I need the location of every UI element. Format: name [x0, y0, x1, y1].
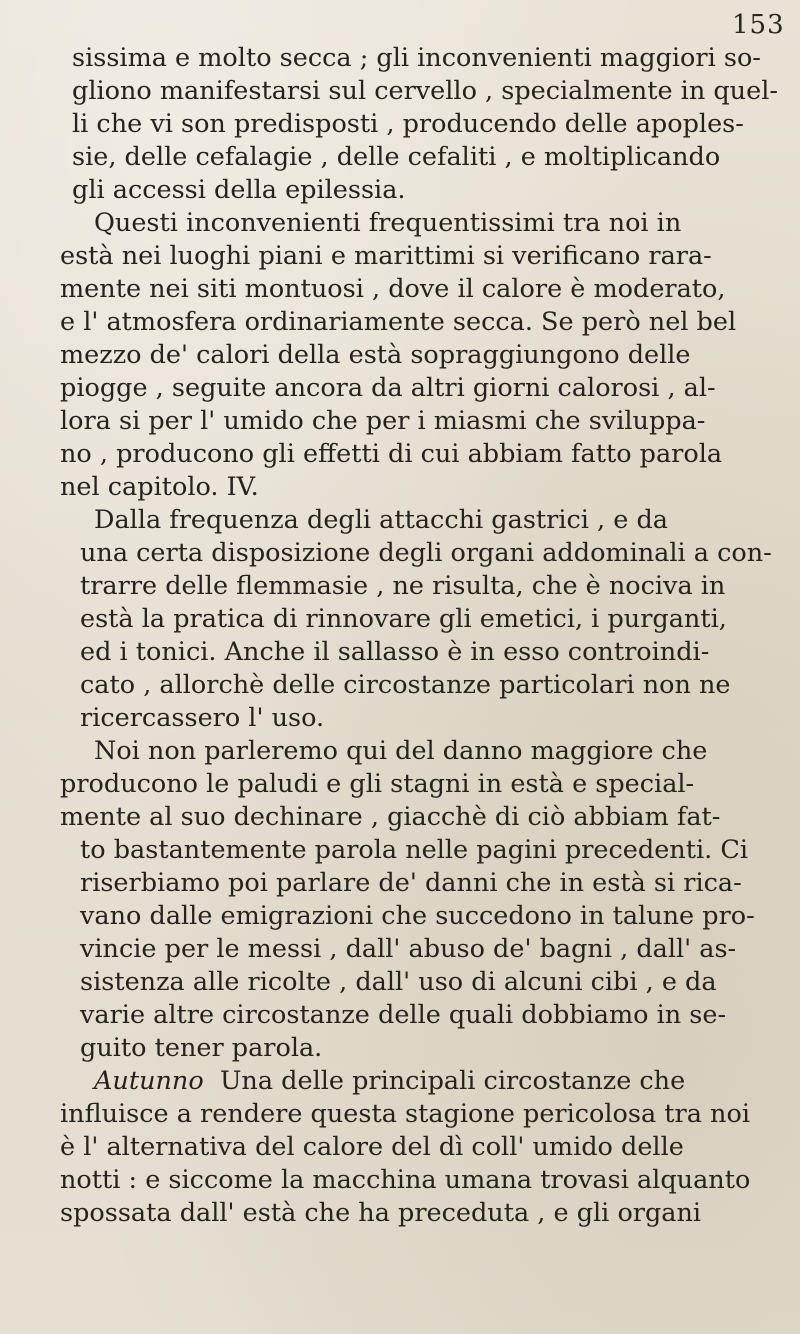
text-line: sissima e molto secca ; gli inconvenienti maggiori so-	[72, 43, 761, 73]
text-line: està la pratica di rinnovare gli emetici, i purganti,	[80, 604, 727, 634]
text-line: sistenza alle ricolte , dall' uso di alcuni cibi , e da	[80, 967, 717, 997]
text-line: riserbiamo poi parlare de' danni che in està si rica-	[80, 868, 742, 898]
text-line: cato , allorchè delle circostanze particolari non ne	[80, 670, 731, 700]
text-line: to bastantemente parola nelle pagini precedenti. Ci	[80, 835, 749, 865]
text-line: nel capitolo. IV.	[60, 472, 259, 502]
page-number: 153	[732, 10, 785, 40]
paragraph-start-line: Noi non parleremo qui del danno maggiore che	[94, 736, 708, 766]
text-line: està nei luoghi piani e marittimi si verificano rara-	[60, 241, 712, 271]
text-line: gli accessi della epilessia.	[72, 175, 406, 205]
text-line: trarre delle flemmasie , ne risulta, che è nociva in	[80, 571, 726, 601]
text-line: ricercassero l' uso.	[80, 703, 325, 733]
text-line: notti : e siccome la macchina umana trovasi alquanto	[60, 1165, 751, 1195]
text-run: Una delle principali circostanze che	[219, 1066, 686, 1096]
paragraph-start-line: Dalla frequenza degli attacchi gastrici , e da	[94, 505, 668, 535]
text-line: mente al suo dechinare , giacchè di ciò abbiam fat-	[60, 802, 721, 832]
text-line: no , producono gli effetti di cui abbiam fatto parola	[60, 439, 723, 469]
text-line: è l' alternativa del calore del dì coll' umido delle	[60, 1132, 684, 1162]
text-line: guito tener parola.	[80, 1033, 323, 1063]
text-line: ed i tonici. Anche il sallasso è in esso controindi-	[80, 637, 710, 667]
text-line: gliono manifestarsi sul cervello , specialmente in quel-	[72, 76, 778, 106]
text-line: spossata dall' està che ha preceduta , e gli organi	[60, 1198, 702, 1228]
text-line: una certa disposizione degli organi addominali a con-	[80, 538, 772, 568]
text-line: mezzo de' calori della està sopraggiungono delle	[60, 340, 691, 370]
text-line: mente nei siti montuosi , dove il calore è moderato,	[60, 274, 726, 304]
text-line: varie altre circostanze delle quali dobbiamo in se-	[80, 1000, 727, 1030]
text-line: producono le paludi e gli stagni in està e special-	[60, 769, 695, 799]
text-line: lora si per l' umido che per i miasmi che sviluppa-	[60, 406, 706, 436]
text-line: sie, delle cefalagie , delle cefaliti , e moltiplicando	[72, 142, 721, 172]
text-line: li che vi son predisposti , producendo delle apoples-	[72, 109, 744, 139]
text-line: piogge , seguite ancora da altri giorni calorosi , al-	[60, 373, 716, 403]
text-line: e l' atmosfera ordinariamente secca. Se però nel bel	[60, 307, 737, 337]
text-line: vano dalle emigrazioni che succedono in talune pro-	[80, 901, 755, 931]
text-line: influisce a rendere questa stagione pericolosa tra noi	[60, 1099, 750, 1129]
text-line: vincie per le messi , dall' abuso de' bagni , dall' as-	[80, 934, 737, 964]
body-text	[60, 42, 780, 1230]
section-heading: Autunno	[94, 1066, 204, 1096]
paragraph-start-line: Questi inconvenienti frequentissimi tra noi in	[94, 208, 682, 238]
section-start-line	[60, 1065, 780, 1098]
